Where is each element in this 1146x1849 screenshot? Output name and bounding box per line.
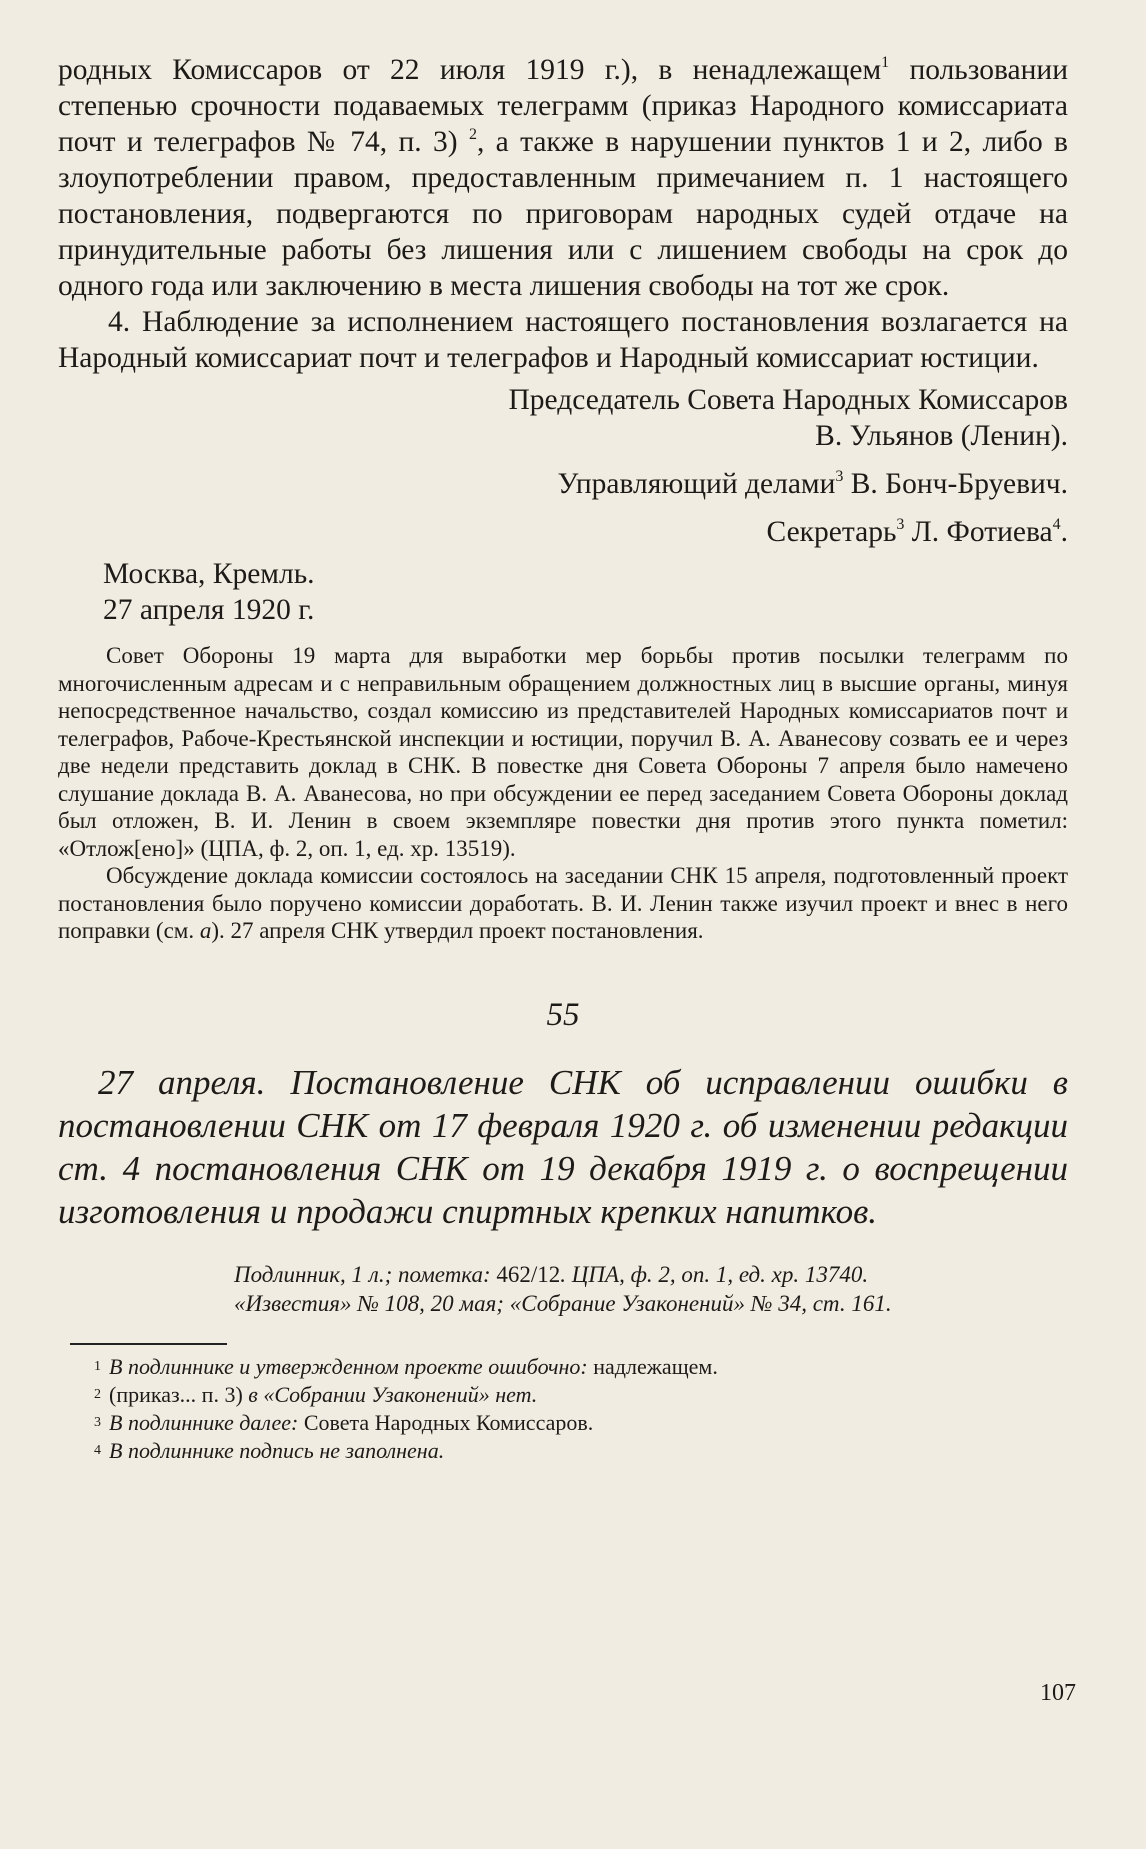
footnote-ref-4: 4 <box>1052 516 1061 533</box>
footnote-ref-3: 3 <box>835 468 844 485</box>
date: 27 апреля 1920 г. <box>103 594 315 626</box>
document-page <box>58 52 1068 1465</box>
paragraph-4: 4. Наблюдение за исполнением настоящего постановления возлагается на Народный комиссариат почт и телеграфов и Народный комиссариат юстиции. <box>58 306 1068 374</box>
paragraph-3-continuation: родных Комиссаров от 22 июля 1919 г.), в ненадлежащем$^1$ пользовании степенью срочности подаваемых телеграмм (приказ Народного комиссариата почт и телеграфов № 74, п. 3) $^2$, а также в нарушении пунктов 1 и 2, либо в злоупотреблении правом, предоставленным примечанием п. 1 настоящего постановления, подвергаются по приговорам народных судей отдаче на принудительные работы без лишения или с лишением свободы на срок до одного года или заключению в места лишения свободы на тот же срок. <box>58 54 1068 302</box>
secretary-signature: Секретарь$^3$ Л. Фотиева$^4$. <box>766 516 1068 548</box>
source-line-2: «Известия» № 108, 20 мая; «Собрание Узаконений» № 34, ст. 161. <box>234 1290 892 1316</box>
editorial-notes <box>58 642 1068 945</box>
footnote-4: $^4$ В подлиннике подпись не заполнена. <box>94 1437 445 1463</box>
document-number: 55 <box>546 996 580 1033</box>
manager-signature: Управляющий делами$^3$ В. Бонч-Бруевич. <box>557 468 1068 500</box>
chair-name: В. Ульянов (Ленин). <box>815 420 1068 452</box>
chair-title: Председатель Совета Народных Комиссаров <box>508 384 1068 416</box>
footnote-divider <box>70 1343 227 1345</box>
footnote-3: $^3$ В подлиннике далее: Совета Народных Комиссаров. <box>94 1409 594 1435</box>
page-number: 107 <box>1040 1680 1076 1706</box>
note-paragraph-2: Обсуждение доклада комиссии состоялось на заседании СНК 15 апреля, подготовленный проект постановления было поручено комиссии доработать. В. И. Ленин также изучил проект и внес в него поправки (см. а). 27 апреля СНК утвердил проект постановления. <box>58 863 1068 943</box>
footnote-ref-3b: 3 <box>896 516 905 533</box>
footnote-ref-2: 2 <box>468 126 477 143</box>
footnote-ref-1: 1 <box>881 54 890 71</box>
document-title: 27 апреля. Постановление СНК об исправлении ошибки в постановлении СНК от 17 февраля 1920 г. об изменении редакции ст. 4 постановления СНК от 19 декабря 1919 г. о воспрещении изготовления и продажи спиртных крепких напитков. <box>58 1062 1068 1231</box>
place-and-date <box>103 556 1068 628</box>
place: Москва, Кремль. <box>103 558 315 590</box>
source-reference <box>58 1261 1068 1317</box>
decree-text <box>58 52 1068 376</box>
footnote-2: $^2$ (приказ... п. 3) в «Собрании Узаконений» нет. <box>94 1381 538 1407</box>
footnotes <box>58 1353 1068 1465</box>
source-line-1: Подлинник, 1 л.; пометка: 462/12. ЦПА, ф. 2, оп. 1, ед. хр. 13740. <box>234 1261 869 1287</box>
footnote-1: $^1$ В подлиннике и утвержденном проекте ошибочно: надлежащем. <box>94 1353 718 1379</box>
note-paragraph-1: Совет Обороны 19 марта для выработки мер борьбы против посылки телеграмм по многочисленным адресам и с неправильным обращением должностных лиц в высшие органы, минуя непосредственное начальство, создал комиссию из представителей Народных комиссариатов почт и телеграфов, Рабоче-Крестьянской инспекции и юстиции, поручил В. А. Аванесову созвать ее и через две недели представить доклад в СНК. В повестке дня Совета Обороны 7 апреля было намечено слушание доклада В. А. Аванесова, но при обсуждении ее перед заседанием Совета Обороны доклад был отложен, В. И. Ленин в своем экземпляре повестки дня против этого пункта пометил: «Отлож[ено]» (ЦПА, ф. 2, оп. 1, ед. хр. 13519). <box>58 643 1068 861</box>
